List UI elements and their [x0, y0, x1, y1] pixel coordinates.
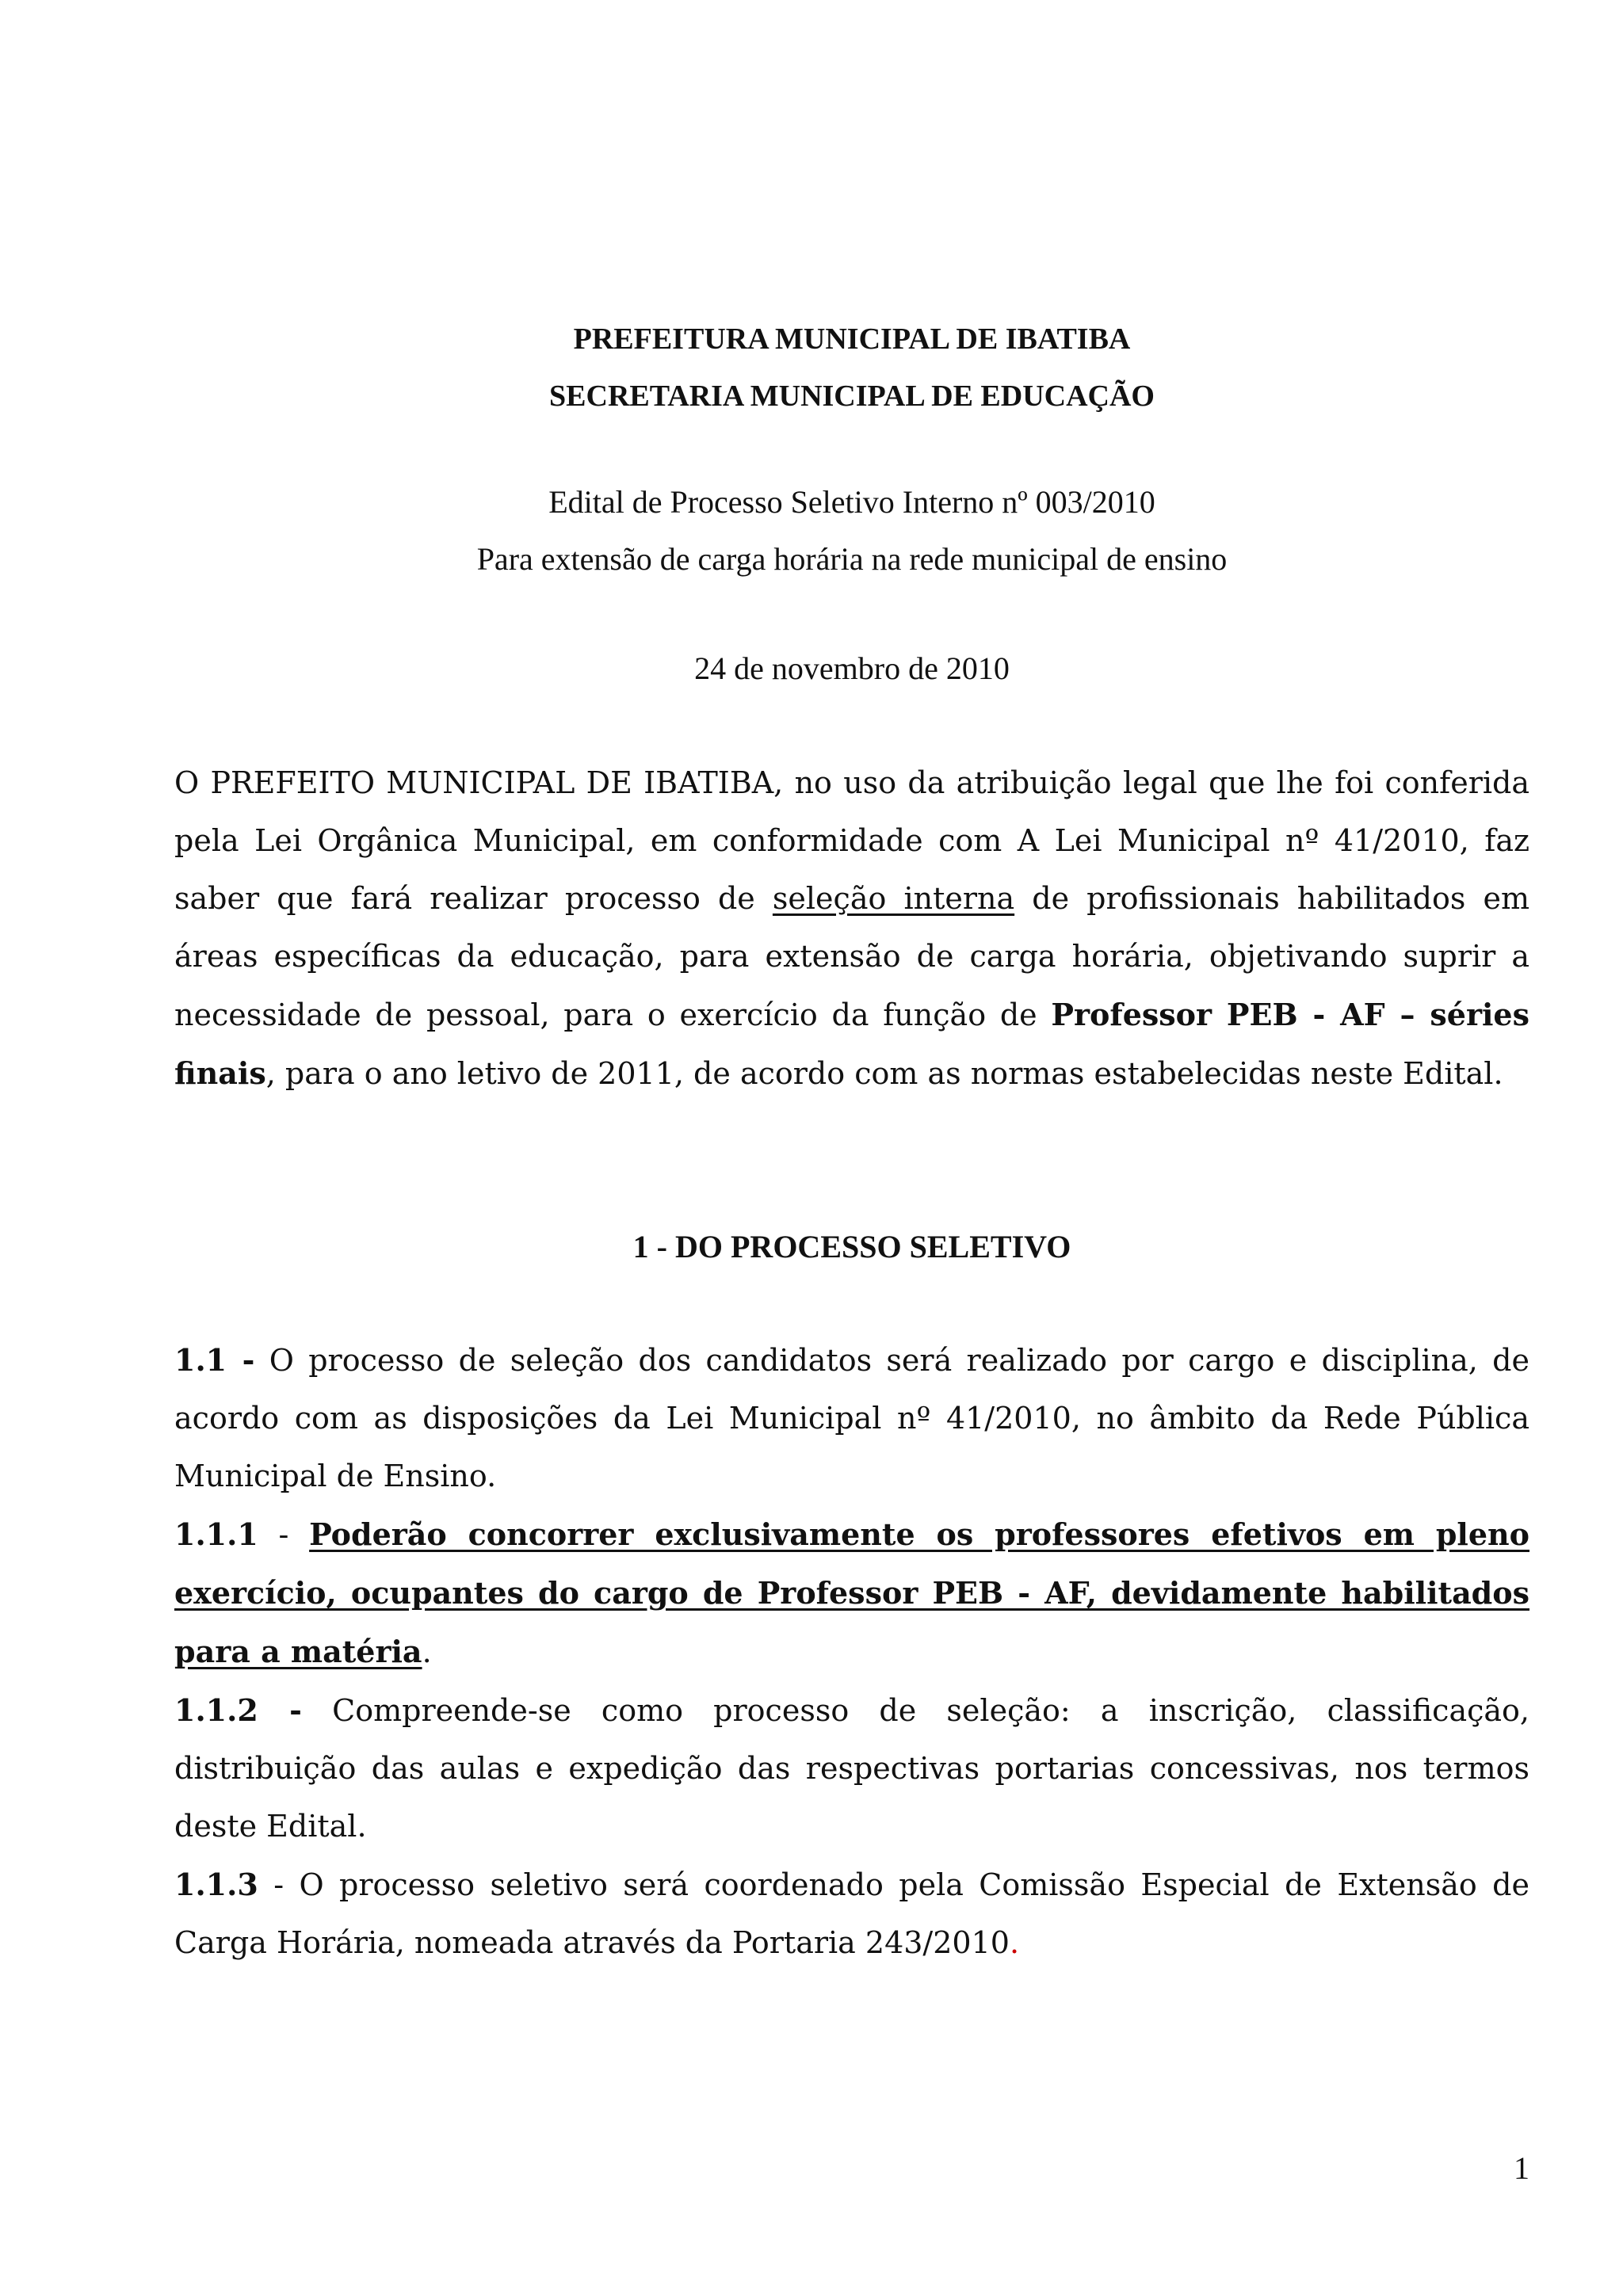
clause-1-1-2	[174, 1681, 1529, 1855]
clause-text: O processo de seleção dos candidatos será realizado por cargo e disciplina, de acordo com as disposições da Lei Municipal nº 41/2010, no âmbito da Rede Pública Municipal de Ensino.	[174, 1343, 1529, 1493]
clause-separator: -	[258, 1517, 310, 1552]
clause-end: .	[422, 1634, 432, 1669]
intro-bold-role: Professor PEB - AF – séries finais	[174, 997, 1529, 1091]
intro-underlined-text: seleção interna	[772, 881, 1015, 916]
intro-text-2: de profissionais habilitados em áreas específicas da educação, para extensão de carga horária, objetivando suprir a necessidade de pessoal, para o exercício da função de	[174, 881, 1529, 1032]
section-title: 1 - DO PROCESSO SELETIVO	[632, 1229, 1071, 1264]
clause-number: 1.1.3	[174, 1867, 258, 1902]
clause-number: 1.1.1	[174, 1516, 258, 1552]
intro-paragraph	[174, 754, 1529, 1103]
clause-number: 1.1.2 -	[174, 1692, 302, 1728]
clause-1-1	[174, 1331, 1529, 1505]
header-prefeitura: PREFEITURA MUNICIPAL DE IBATIBA	[573, 322, 1131, 356]
clause-1-1-3	[174, 1855, 1529, 1972]
page-number: 1	[1514, 2150, 1529, 2186]
clause-1-1-1	[174, 1505, 1529, 1681]
document-header	[174, 311, 1529, 425]
intro-text-3: , para o ano letivo de 2011, de acordo com as normas estabelecidas neste Edital.	[265, 1056, 1503, 1091]
section-clauses	[174, 1331, 1529, 1972]
intro-text-1: O PREFEITO MUNICIPAL DE IBATIBA, no uso da atribuição legal que lhe foi conferida pela Lei Orgânica Municipal, em conformidade com A Lei Municipal nº 41/2010, faz saber que fará realizar processo de	[174, 765, 1529, 916]
edital-subtitle: Para extensão de carga horária na rede municipal de ensino	[476, 541, 1228, 577]
header-secretaria: SECRETARIA MUNICIPAL DE EDUCAÇÃO	[549, 379, 1155, 413]
clause-number: 1.1 -	[174, 1342, 255, 1378]
clause-text: - O processo seletivo será coordenado pela Comissão Especial de Extensão de Carga Horária, nomeada através da Portaria 243/2010	[174, 1867, 1529, 1960]
edital-heading	[174, 474, 1529, 588]
document-date: 24 de novembro de 2010	[694, 650, 1010, 686]
clause-end: .	[1009, 1925, 1020, 1960]
edital-title: Edital de Processo Seletivo Interno nº 003/2010	[548, 484, 1155, 520]
clause-text-emphasized: Poderão concorrer exclusivamente os professores efetivos em pleno exercício, ocupantes do cargo de Professor PEB - AF, devidamente habilitados para a matéria	[174, 1516, 1530, 1669]
clause-text: Compreende-se como processo de seleção: a inscrição, classificação, distribuição das aulas e expedição das respectivas portarias concessivas, nos termos deste Edital.	[174, 1693, 1530, 1844]
